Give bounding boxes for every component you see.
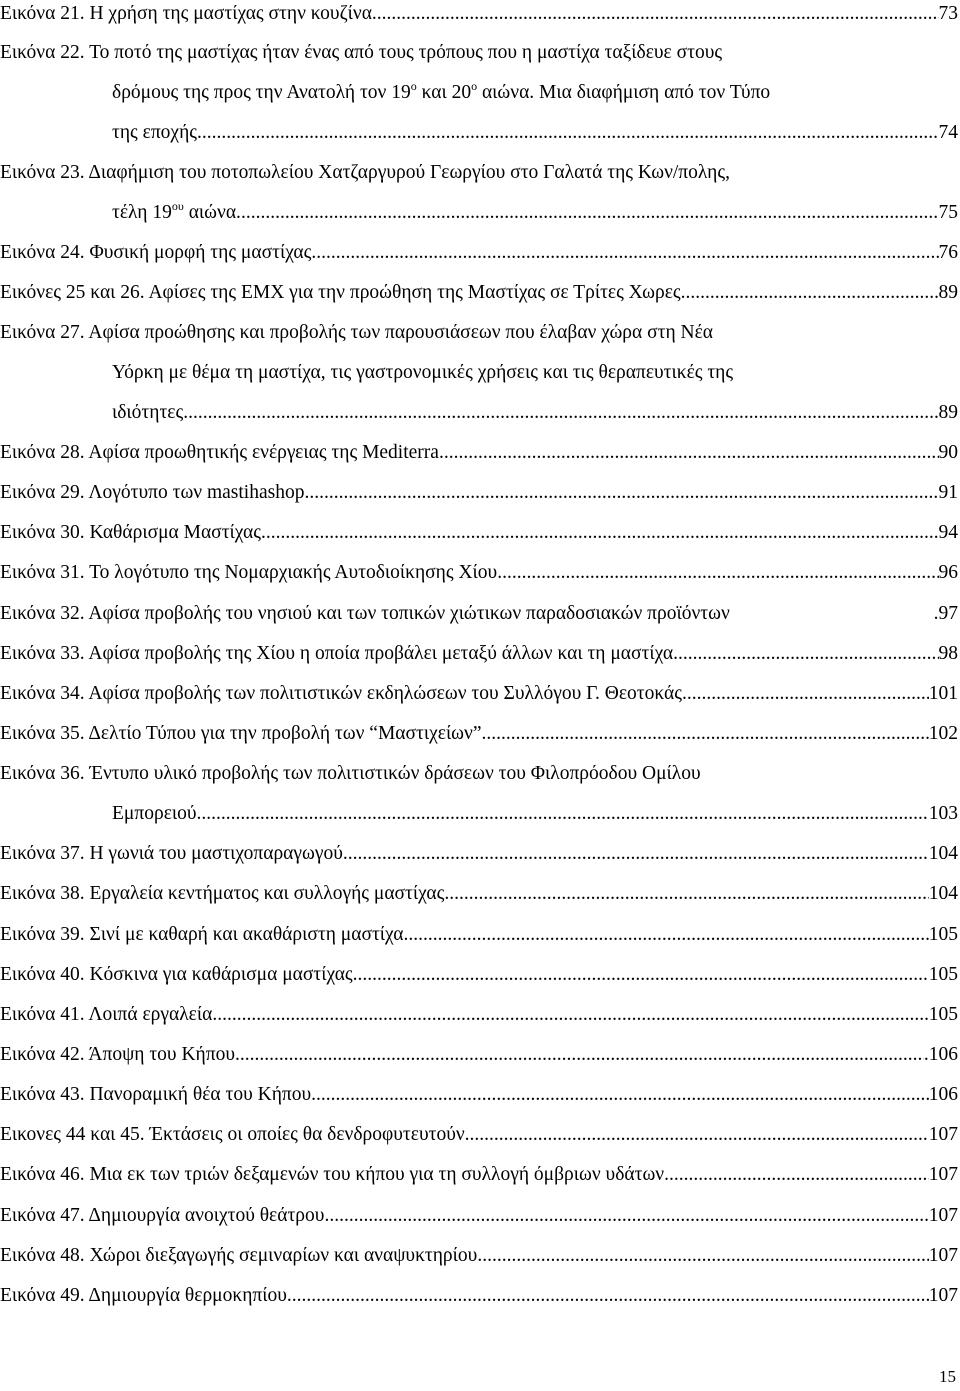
toc-entry bbox=[0, 1242, 958, 1270]
toc-entry-title: Εικόνα 31. Το λογότυπο της Νομαρχιακής Αυτοδιοίκησης Χίου bbox=[0, 562, 498, 583]
toc-entry-title: Εικόνα 39. Σινί με καθαρή και ακαθάριστη μαστίχα bbox=[0, 924, 404, 945]
toc-entry-page: 102 bbox=[928, 723, 958, 744]
toc-entry bbox=[0, 479, 958, 507]
toc-entry-continuation bbox=[0, 399, 958, 427]
toc-entry bbox=[0, 559, 958, 587]
toc-entry-page: 107 bbox=[928, 1124, 958, 1145]
toc-entry bbox=[0, 0, 958, 28]
toc-entry bbox=[0, 1081, 958, 1109]
toc-entry-title: Εικόνα 28. Αφίσα προωθητικής ενέργειας της Mediterra bbox=[0, 442, 439, 463]
toc-entry bbox=[0, 1202, 958, 1230]
toc-entry-title: Εικόνα 37. Η γωνιά του μαστιχοπαραγωγού bbox=[0, 843, 343, 864]
toc-entry-continuation: τέλη $19^{o\upsilon}$ αιώνα. ..... 75 bbox=[0, 199, 958, 227]
toc-entry-page: 105 bbox=[928, 1004, 958, 1025]
toc-entry bbox=[0, 760, 958, 788]
toc-entry-title: Εικόνα 41. Λοιπά εργαλεία bbox=[0, 1004, 213, 1025]
toc-entry bbox=[0, 1161, 958, 1189]
toc-entry-title: Εικόνα 34. Αφίσα προβολής των πολιτιστικών εκδηλώσεων του Συλλόγου Γ. Θεοτοκάς bbox=[0, 683, 682, 704]
toc-entry-page: 89 bbox=[938, 402, 958, 423]
toc-entry bbox=[0, 279, 958, 307]
toc-entry-title: Εικόνα 47. Δημιουργία ανοιχτού θεάτρου bbox=[0, 1205, 325, 1226]
toc-entry bbox=[0, 961, 958, 989]
toc-entry bbox=[0, 519, 958, 547]
toc-entry-page: 98 bbox=[938, 643, 958, 664]
toc-entry bbox=[0, 640, 958, 668]
toc-entry-page: 90 bbox=[938, 442, 958, 463]
toc-entry bbox=[0, 880, 958, 908]
toc-entry-title: Εικόνα 32. Αφίσα προβολής του νησιού και των τοπικών χιώτικων παραδοσιακών προϊόντων bbox=[0, 603, 730, 624]
toc-entry-page: 105 bbox=[928, 964, 958, 985]
toc-entry-page: 107 bbox=[928, 1285, 958, 1306]
toc-entry bbox=[0, 1121, 958, 1149]
toc-entry bbox=[0, 239, 958, 267]
toc-entry-title: Εικόνα 27. Αφίσα προώθησης και προβολής των παρουσιάσεων που έλαβαν χώρα στη Νέα bbox=[0, 322, 714, 343]
toc-entry-page: 74 bbox=[938, 122, 958, 143]
toc-entry bbox=[0, 159, 958, 187]
toc-entry-continuation: δρόμους της προς την Ανατολή τον $19^o$ και $20^o$ αιώνα. Μια διαφήμιση από τον Τύπο bbox=[112, 78, 771, 103]
toc-entry bbox=[0, 600, 958, 628]
toc-entry-title: Εικόνες 25 και 26. Αφίσες της ΕΜΧ για την προώθηση της Μαστίχας σε Τρίτες Χωρες. bbox=[0, 282, 686, 303]
toc-entry-title: Εικόνα 43. Πανοραμική θέα του Κήπου bbox=[0, 1084, 312, 1105]
toc-entry-title: Εικόνα 48. Χώροι διεξαγωγής σεμιναρίων και αναψυκτηρίου bbox=[0, 1245, 478, 1266]
toc-entry-page: .97 bbox=[933, 603, 958, 624]
page-number: 15 bbox=[939, 1367, 956, 1386]
toc-entry-page: 107 bbox=[928, 1205, 958, 1226]
toc-entry-page: 107 bbox=[928, 1164, 958, 1185]
toc-entry bbox=[0, 319, 958, 347]
toc-entry-page: 89 bbox=[938, 282, 958, 303]
toc-entry-title: τέλη 19 bbox=[112, 202, 172, 223]
toc-entry bbox=[0, 680, 958, 708]
toc-entry-page: .106 bbox=[923, 1044, 958, 1065]
toc-entry-title: Εικόνα 35. Δελτίο Τύπου για την προβολή των “Μαστιχείων” bbox=[0, 723, 482, 744]
toc-entry-page: 91 bbox=[938, 482, 958, 503]
toc-entry bbox=[0, 1282, 958, 1310]
toc-entry-page: 96 bbox=[938, 562, 958, 583]
toc-entry-page: 94 bbox=[938, 522, 958, 543]
toc-entry-page: 73 bbox=[938, 3, 958, 24]
toc-entry-continuation bbox=[0, 119, 958, 147]
toc-entry-continuation bbox=[0, 359, 958, 387]
toc-entry bbox=[0, 921, 958, 949]
toc-entry-page: 106 bbox=[928, 1084, 958, 1105]
toc-entry bbox=[0, 720, 958, 748]
toc-entry-title: Εικόνα 23. Διαφήμιση του ποτοπωλείου Χατζαργυρού Γεωργίου στο Γαλατά της Κων/πολης, bbox=[0, 162, 730, 183]
toc-entry bbox=[0, 439, 958, 467]
toc-entry-title: Εμπορειού bbox=[112, 803, 197, 824]
toc-entry-title: Εικόνα 22. Το ποτό της μαστίχας ήταν ένας από τους τρόπους που η μαστίχα ταξίδευε στους bbox=[0, 42, 723, 63]
toc-entry-title: Εικόνα 40. Κόσκινα για καθάρισμα μαστίχας bbox=[0, 964, 353, 985]
toc-entry-title: Εικόνα 21. Η χρήση της μαστίχας στην κουζίνα bbox=[0, 3, 372, 24]
toc-entry-page: 76 bbox=[938, 242, 958, 263]
toc-entry-title: Εικόνα 46. Μια εκ των τριών δεξαμενών του κήπου για τη συλλογή όμβριων υδάτων bbox=[0, 1164, 665, 1185]
toc-entry-title: Εικόνα 38. Εργαλεία κεντήματος και συλλογής μαστίχας bbox=[0, 883, 445, 904]
toc-entry bbox=[0, 39, 958, 67]
toc-entry-title: Υόρκη με θέμα τη μαστίχα, τις γαστρονομικές χρήσεις και τις θεραπευτικές της bbox=[112, 362, 734, 383]
toc-entry-title: Εικόνα 29. Λογότυπο των mastihashop bbox=[0, 482, 305, 503]
toc-entry-title: της εποχής. bbox=[112, 122, 202, 143]
toc-entry-title: ιδιότητες bbox=[112, 402, 184, 423]
toc-entry bbox=[0, 840, 958, 868]
toc-entry-page: 104 bbox=[928, 883, 958, 904]
toc-entry-title: Εικόνα 42. Άποψη του Κήπου bbox=[0, 1044, 235, 1065]
toc-entry-title: Εικόνα 36. Έντυπο υλικό προβολής των πολιτιστικών δράσεων του Φιλοπρόοδου Ομίλου bbox=[0, 763, 701, 784]
toc-entry bbox=[0, 1001, 958, 1029]
toc-entry-page: 104 bbox=[928, 843, 958, 864]
toc-entry-page: 101 bbox=[928, 683, 958, 704]
toc-entry-page: 107 bbox=[928, 1245, 958, 1266]
toc-entry-title: Εικονες 44 και 45. Έκτάσεις οι οποίες θα δενδροφυτευτούν bbox=[0, 1124, 465, 1145]
toc-entry-title: δρόμους της προς την Ανατολή τον 19 bbox=[112, 82, 411, 103]
toc-entry-page: 75 bbox=[938, 202, 958, 223]
toc-entry-continuation bbox=[0, 800, 958, 828]
toc-entry-page: 103 bbox=[928, 803, 958, 824]
toc-entry-page: 105 bbox=[928, 924, 958, 945]
toc-entry bbox=[0, 1041, 958, 1069]
toc-entry-title: Εικόνα 24. Φυσική μορφή της μαστίχας bbox=[0, 242, 312, 263]
toc-entry-title: Εικόνα 33. Αφίσα προβολής της Χίου η οποία προβάλει μεταξύ άλλων και τη μαστίχα bbox=[0, 643, 674, 664]
toc-entry-title: Εικόνα 49. Δημιουργία θερμοκηπίου bbox=[0, 1285, 287, 1306]
toc-entry-title: Εικόνα 30. Καθάρισμα Μαστίχας. bbox=[0, 522, 266, 543]
